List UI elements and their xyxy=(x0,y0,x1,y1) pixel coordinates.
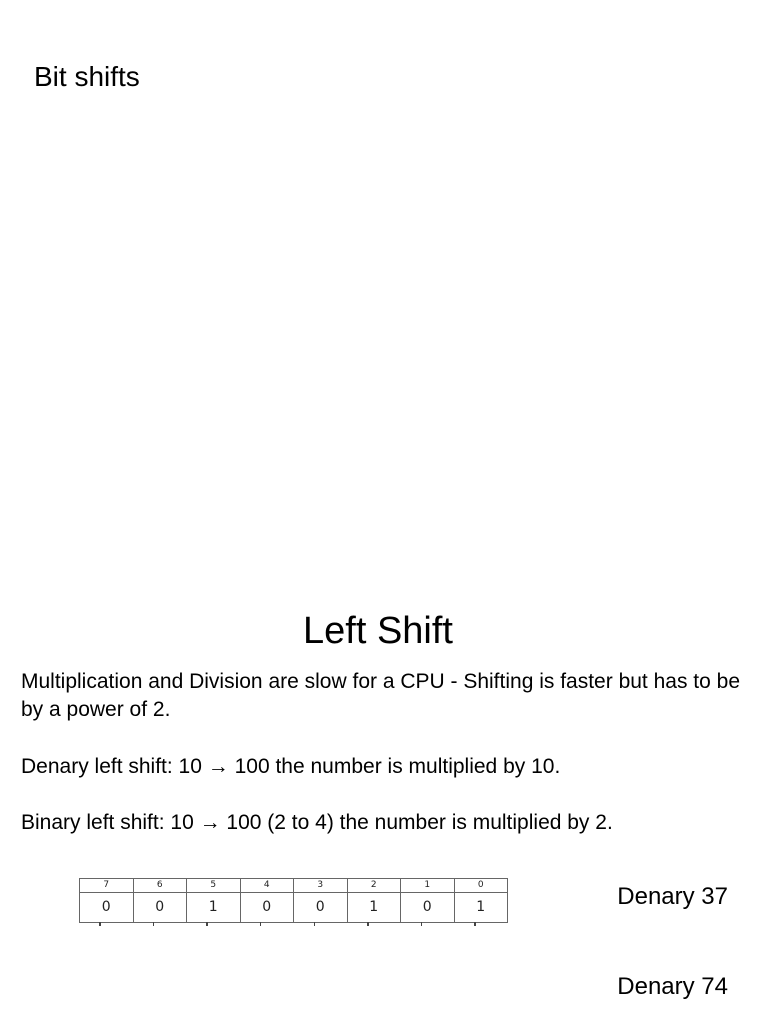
denary-label-before: Denary 37 xyxy=(617,883,728,910)
tick-mark xyxy=(454,922,508,928)
bit-position-cell: 6 xyxy=(133,879,187,893)
page-title: Bit shifts xyxy=(34,61,140,92)
tick-mark xyxy=(133,922,187,928)
tick-mark xyxy=(79,922,133,928)
bit-value-cell: 0 xyxy=(240,893,294,923)
bit-value-cell: 1 xyxy=(454,893,508,923)
bit-position-cell: 7 xyxy=(80,879,134,893)
bit-position-row xyxy=(80,879,508,893)
bit-position-cell: 5 xyxy=(187,879,241,893)
binary-shift-paragraph: Binary left shift: 10 → 100 (2 to 4) the number is multiplied by 2. xyxy=(21,811,613,834)
bit-value-cell: 0 xyxy=(294,893,348,923)
bit-value-cell: 0 xyxy=(401,893,455,923)
intro-paragraph: Multiplication and Division are slow for a CPU - Shifting is faster but has to be by a power of 2. xyxy=(21,670,740,721)
slide-title: Left Shift xyxy=(303,610,453,652)
bit-value-cell: 0 xyxy=(80,893,134,923)
bit-position-cell: 4 xyxy=(240,879,294,893)
bit-value-row xyxy=(80,893,508,923)
tick-mark xyxy=(240,922,294,928)
tick-mark xyxy=(347,922,401,928)
bit-tick-marks xyxy=(79,922,508,928)
bit-value-cell: 1 xyxy=(347,893,401,923)
bit-value-cell: 1 xyxy=(187,893,241,923)
denary-label-after: Denary 74 xyxy=(617,973,728,1000)
bit-position-cell: 1 xyxy=(401,879,455,893)
tick-mark xyxy=(401,922,455,928)
tick-mark xyxy=(186,922,240,928)
bit-position-cell: 3 xyxy=(294,879,348,893)
tick-mark xyxy=(294,922,348,928)
bit-position-cell: 2 xyxy=(347,879,401,893)
bit-register-table xyxy=(79,878,508,923)
bit-position-cell: 0 xyxy=(454,879,508,893)
denary-shift-paragraph: Denary left shift: 10 → 100 the number is multiplied by 10. xyxy=(21,755,561,778)
bit-value-cell: 0 xyxy=(133,893,187,923)
